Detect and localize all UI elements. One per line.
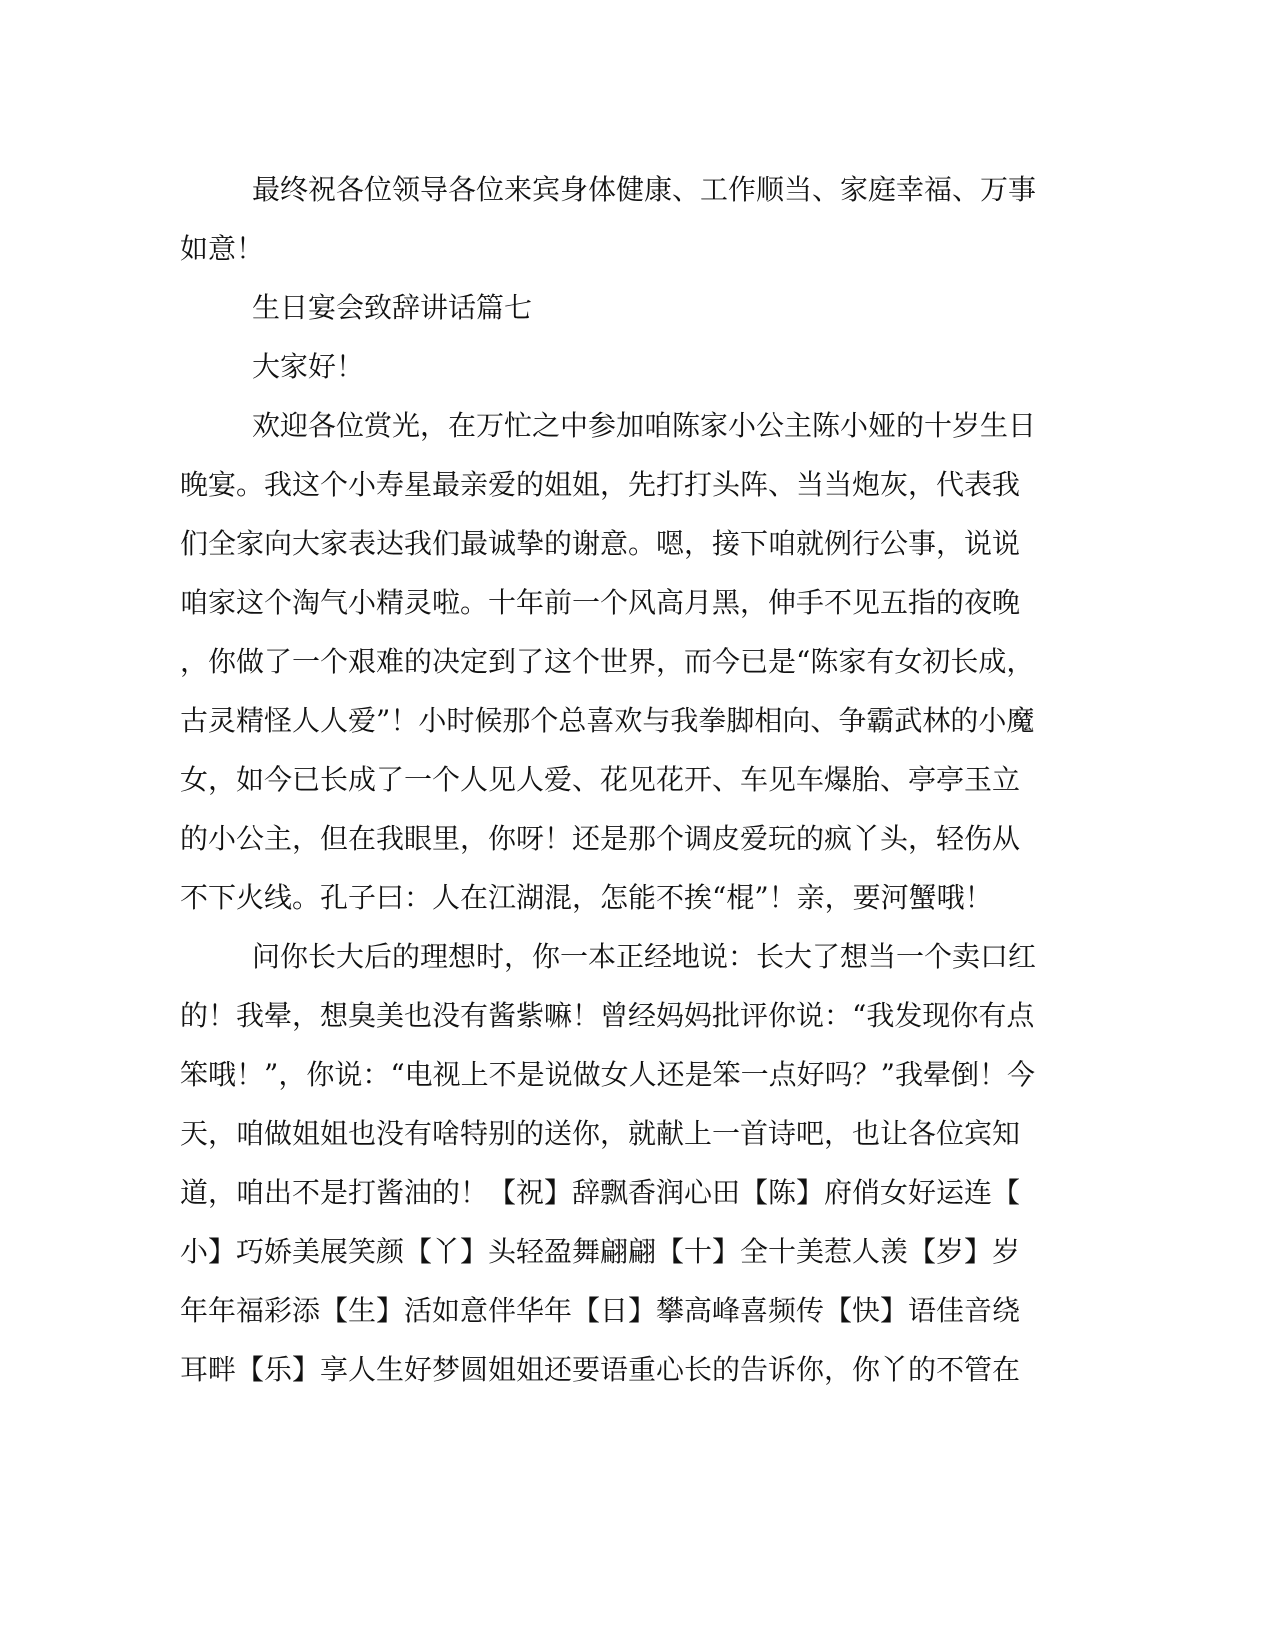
paragraph	[180, 396, 1037, 927]
paragraph	[180, 927, 1037, 1399]
text-line: 如意！	[180, 232, 265, 265]
text-line: 道，咱出不是打酱油的！【祝】辞飘香润心田【陈】府俏女好运连【	[180, 1176, 1021, 1209]
text-line: 古灵精怪人人爱”！小时候那个总喜欢与我拳脚相向、争霸武林的小魔	[180, 704, 1035, 737]
text-line: 们全家向大家表达我们最诚挚的谢意。嗯，接下咱就例行公事，说说	[180, 527, 1021, 560]
text-line: 的！我晕，想臭美也没有酱紫嘛！曾经妈妈批评你说：“我发现你有点	[180, 999, 1035, 1032]
text-line: 不下火线。孔子曰：人在江湖混，怎能不挨“棍”！亲，要河蟹哦！	[180, 881, 993, 914]
text-line: 女，如今已长成了一个人见人爱、花见花开、车见车爆胎、亭亭玉立	[180, 763, 1021, 796]
text-line: 的小公主，但在我眼里，你呀！还是那个调皮爱玩的疯丫头，轻伤从	[180, 822, 1021, 855]
text-line: 欢迎各位赏光，在万忙之中参加咱陈家小公主陈小娅的十岁生日	[252, 409, 1037, 442]
section-title: 生日宴会致辞讲话篇七	[252, 291, 533, 324]
text-line: 大家好！	[252, 350, 365, 383]
text-line: 问你长大后的理想时，你一本正经地说：长大了想当一个卖口红	[252, 940, 1037, 973]
text-line: 笨哦！”，你说：“电视上不是说做女人还是笨一点好吗？”我晕倒！今	[180, 1058, 1035, 1091]
document-body	[180, 160, 1037, 1399]
text-line: ，你做了一个艰难的决定到了这个世界，而今已是“陈家有女初长成，	[180, 645, 1035, 678]
text-line: 天，咱做姐姐也没有啥特别的送你，就献上一首诗吧，也让各位宾知	[180, 1117, 1021, 1150]
greeting	[180, 337, 1028, 396]
text-line: 小】巧娇美展笑颜【丫】头轻盈舞翩翩【十】全十美惹人羡【岁】岁	[180, 1235, 1021, 1268]
text-line: 年年福彩添【生】活如意伴华年【日】攀高峰喜频传【快】语佳音绕	[180, 1294, 1021, 1327]
text-line: 耳畔【乐】享人生好梦圆姐姐还要语重心长的告诉你，你丫的不管在	[180, 1353, 1021, 1386]
text-line: 最终祝各位领导各位来宾身体健康、工作顺当、家庭幸福、万事	[252, 173, 1037, 206]
paragraph	[180, 160, 1037, 278]
section-heading	[180, 278, 1028, 337]
text-line: 咱家这个淘气小精灵啦。十年前一个风高月黑，伸手不见五指的夜晚	[180, 586, 1021, 619]
text-line: 晚宴。我这个小寿星最亲爱的姐姐，先打打头阵、当当炮灰，代表我	[180, 468, 1021, 501]
